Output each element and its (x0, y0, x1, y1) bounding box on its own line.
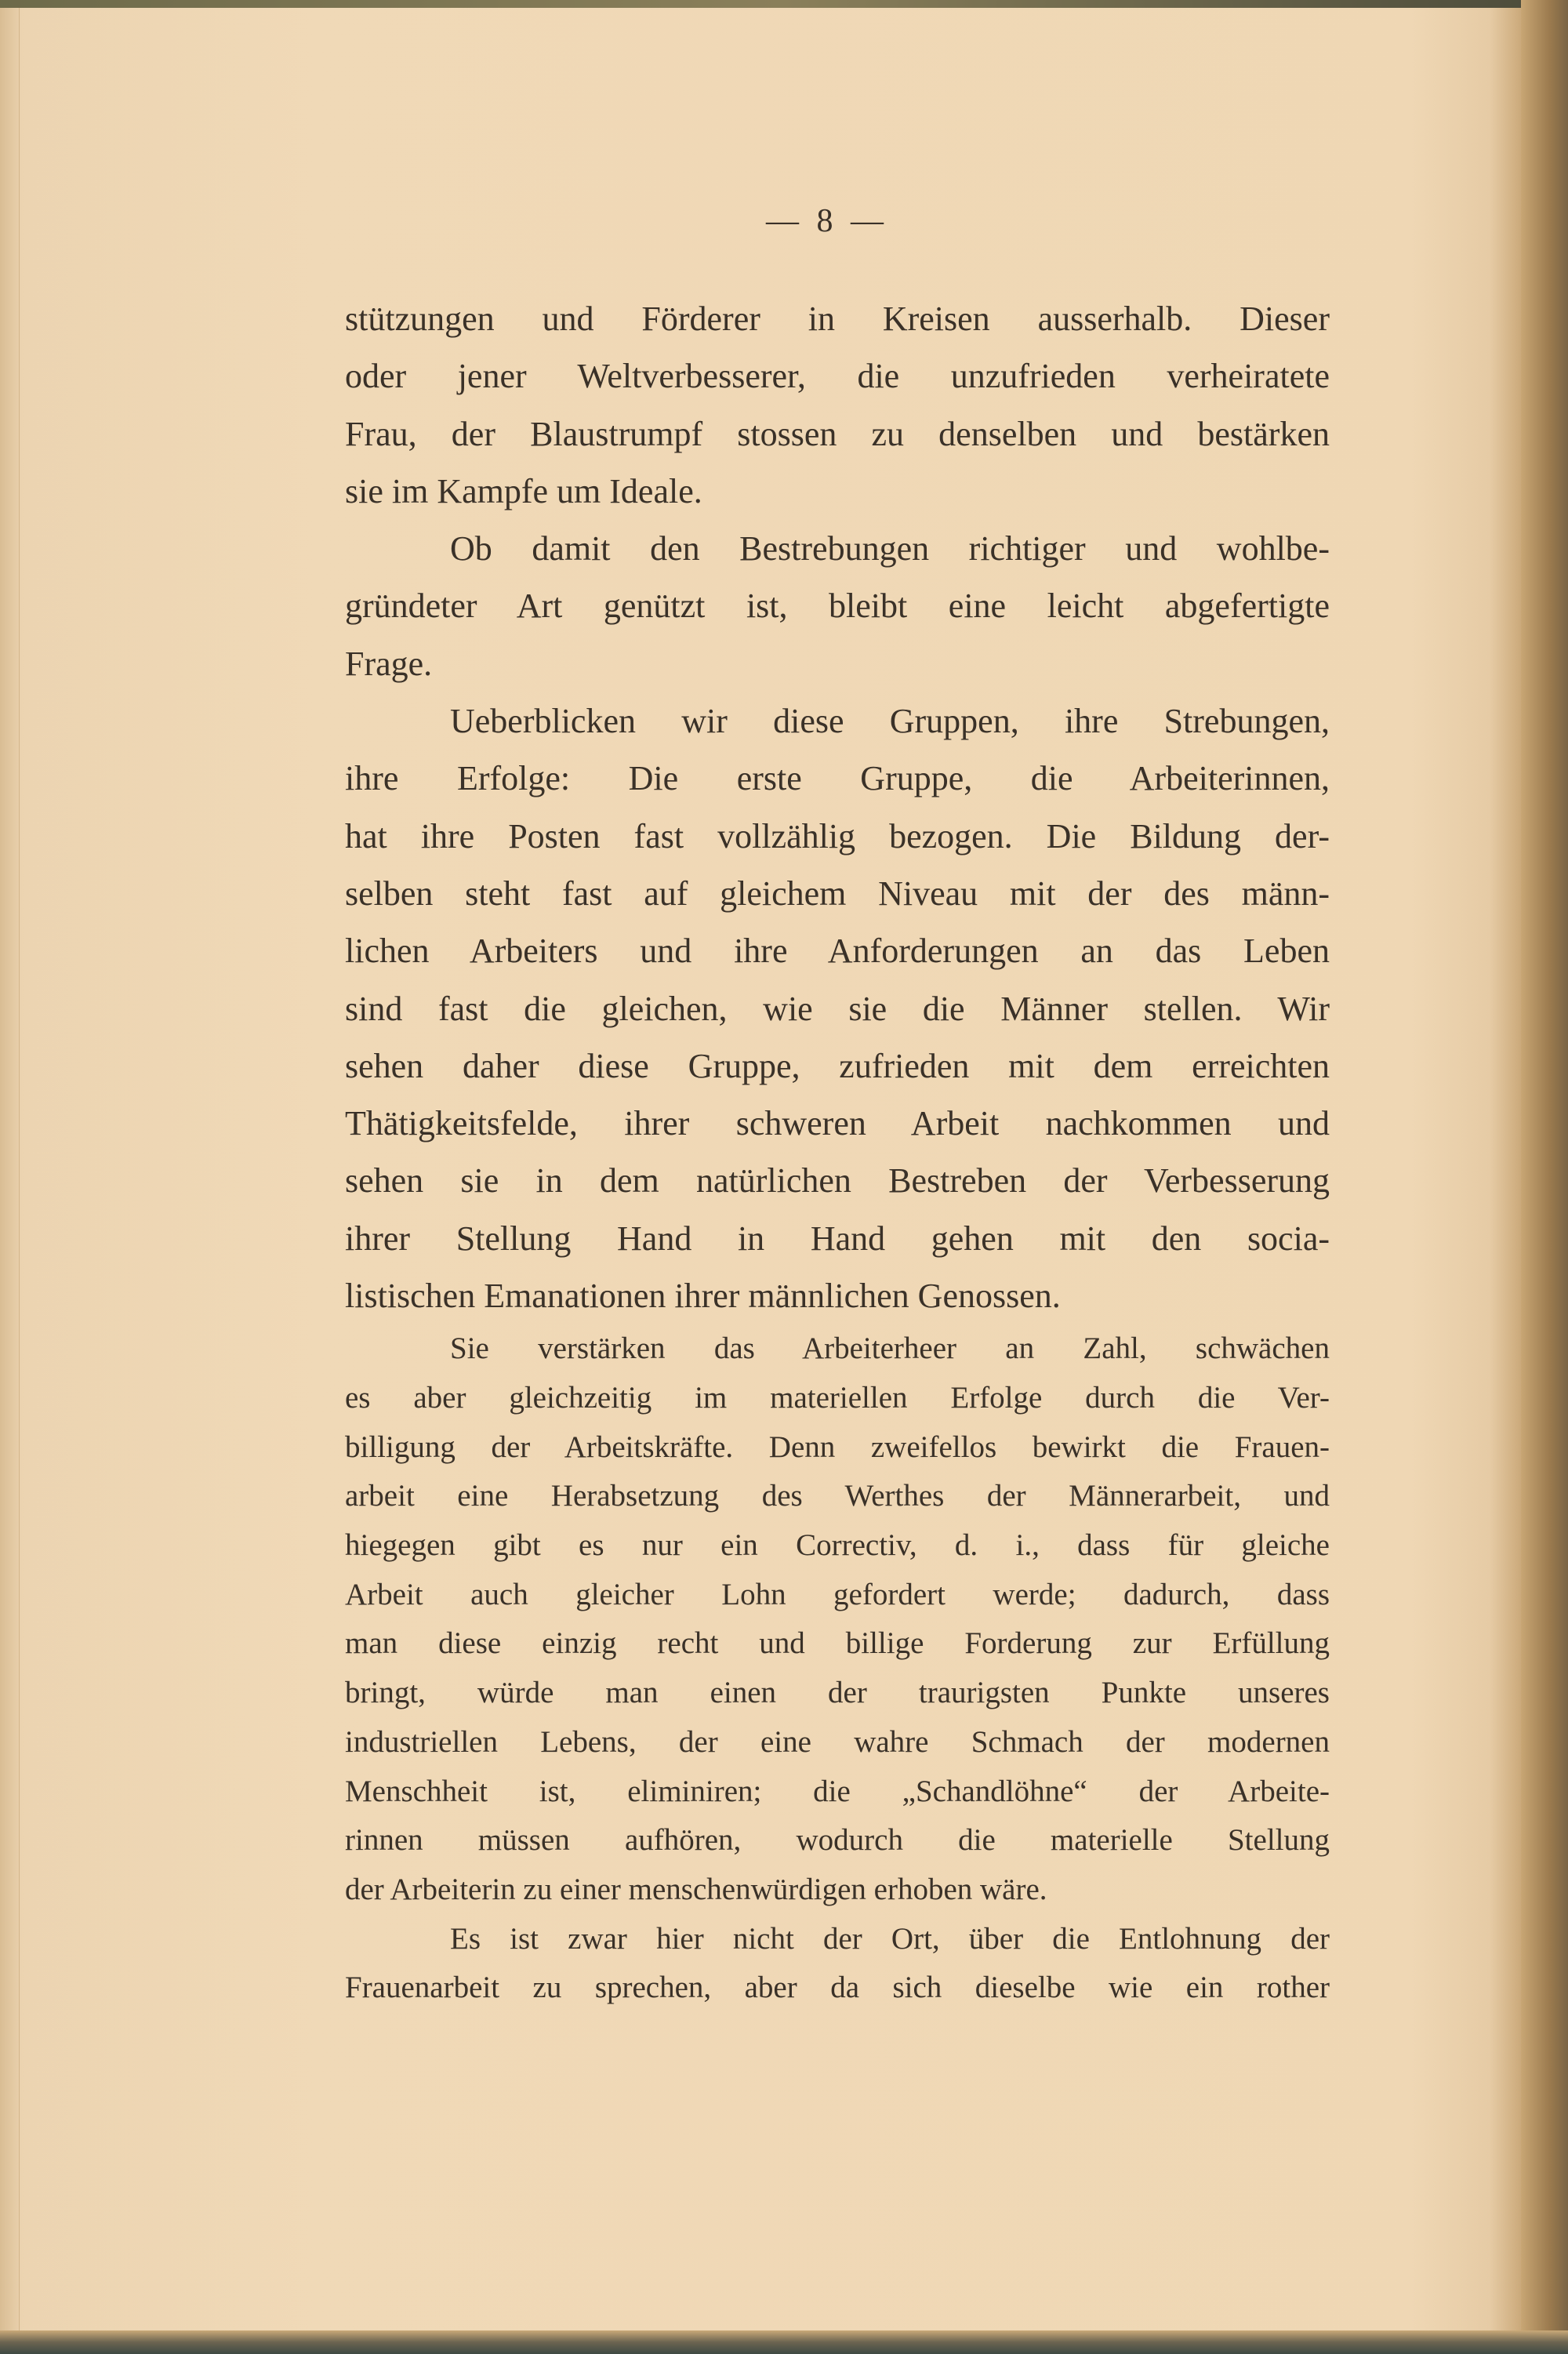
text-line: hiegegen gibt es nur ein Correctiv, d. i., dass für gleiche (345, 1528, 1330, 1563)
body-text (345, 290, 1330, 2013)
text-line: hat ihre Posten fast vollzählig bezogen. Die Bildung der- (345, 816, 1330, 856)
text-line: der Arbeiterin zu einer menschenwürdigen erhoben wäre. (345, 1872, 1047, 1906)
text-line: ihrer Stellung Hand in Hand gehen mit den socia- (345, 1219, 1330, 1258)
text-line: bringt, würde man einen der traurigsten Punkte unseres (345, 1676, 1330, 1710)
scan-top-edge (0, 0, 1568, 8)
text-line: Frage. (345, 644, 433, 683)
text-line: selben steht fast auf gleichem Niveau mit der des männ- (345, 874, 1330, 913)
text-line: Menschheit ist, eliminiren; die „Schandlöhne“ der Arbeite- (345, 1774, 1330, 1808)
text-line: Ob damit den Bestrebungen richtiger und wohlbe- (450, 529, 1330, 569)
text-line: listischen Emanationen ihrer männlichen Genossen. (345, 1277, 1061, 1316)
scan-bottom-edge (0, 2330, 1568, 2354)
text-line: Frau, der Blaustrumpf stossen zu denselben und bestärken (345, 414, 1330, 453)
text-line: Arbeit auch gleicher Lohn gefordert werde; dadurch, dass (345, 1577, 1330, 1611)
text-line: arbeit eine Herabsetzung des Werthes der Männerarbeit, und (345, 1479, 1330, 1513)
text-line: ihre Erfolge: Die erste Gruppe, die Arbeiterinnen, (345, 759, 1330, 798)
text-line: stützungen und Förderer in Kreisen ausserhalb. Dieser (345, 300, 1330, 338)
text-line: sie im Kampfe um Ideale. (345, 471, 702, 510)
text-line: billigung der Arbeitskräfte. Denn zweifellos bewirkt die Frauen- (345, 1429, 1330, 1464)
book-binding-edge (1521, 0, 1568, 2354)
text-line: rinnen müssen aufhören, wodurch die materielle Stellung (345, 1823, 1330, 1858)
page-number: — 8 — (766, 203, 888, 239)
text-line: Sie verstärken das Arbeiterheer an Zahl, schwächen (450, 1331, 1330, 1366)
text-line: Frauenarbeit zu sprechen, aber da sich dieselbe wie ein rother (345, 1971, 1330, 2005)
text-line: gründeter Art genützt ist, bleibt eine leicht abgefertigte (345, 587, 1330, 626)
text-line: industriellen Lebens, der eine wahre Schmach der modernen (345, 1724, 1330, 1759)
text-line: oder jener Weltverbesserer, die unzufrieden verheiratete (345, 357, 1330, 396)
text-line: Es ist zwar hier nicht der Ort, über die Entlohnung der (450, 1921, 1330, 1956)
text-line: Ueberblicken wir diese Gruppen, ihre Strebungen, (450, 702, 1330, 741)
page-left-edge (0, 0, 20, 2354)
text-line: man diese einzig recht und billige Forderung zur Erfüllung (345, 1626, 1330, 1661)
text-line: sind fast die gleichen, wie sie die Männer stellen. Wir (345, 989, 1330, 1028)
text-line: sehen daher diese Gruppe, zufrieden mit dem erreichten (345, 1046, 1330, 1085)
text-line: es aber gleichzeitig im materiellen Erfolge durch die Ver- (345, 1381, 1330, 1415)
text-line: lichen Arbeiters und ihre Anforderungen an das Leben (345, 932, 1330, 971)
text-line: Thätigkeitsfelde, ihrer schweren Arbeit nachkommen und (345, 1104, 1330, 1143)
text-line: sehen sie in dem natürlichen Bestreben der Verbesserung (345, 1161, 1330, 1201)
